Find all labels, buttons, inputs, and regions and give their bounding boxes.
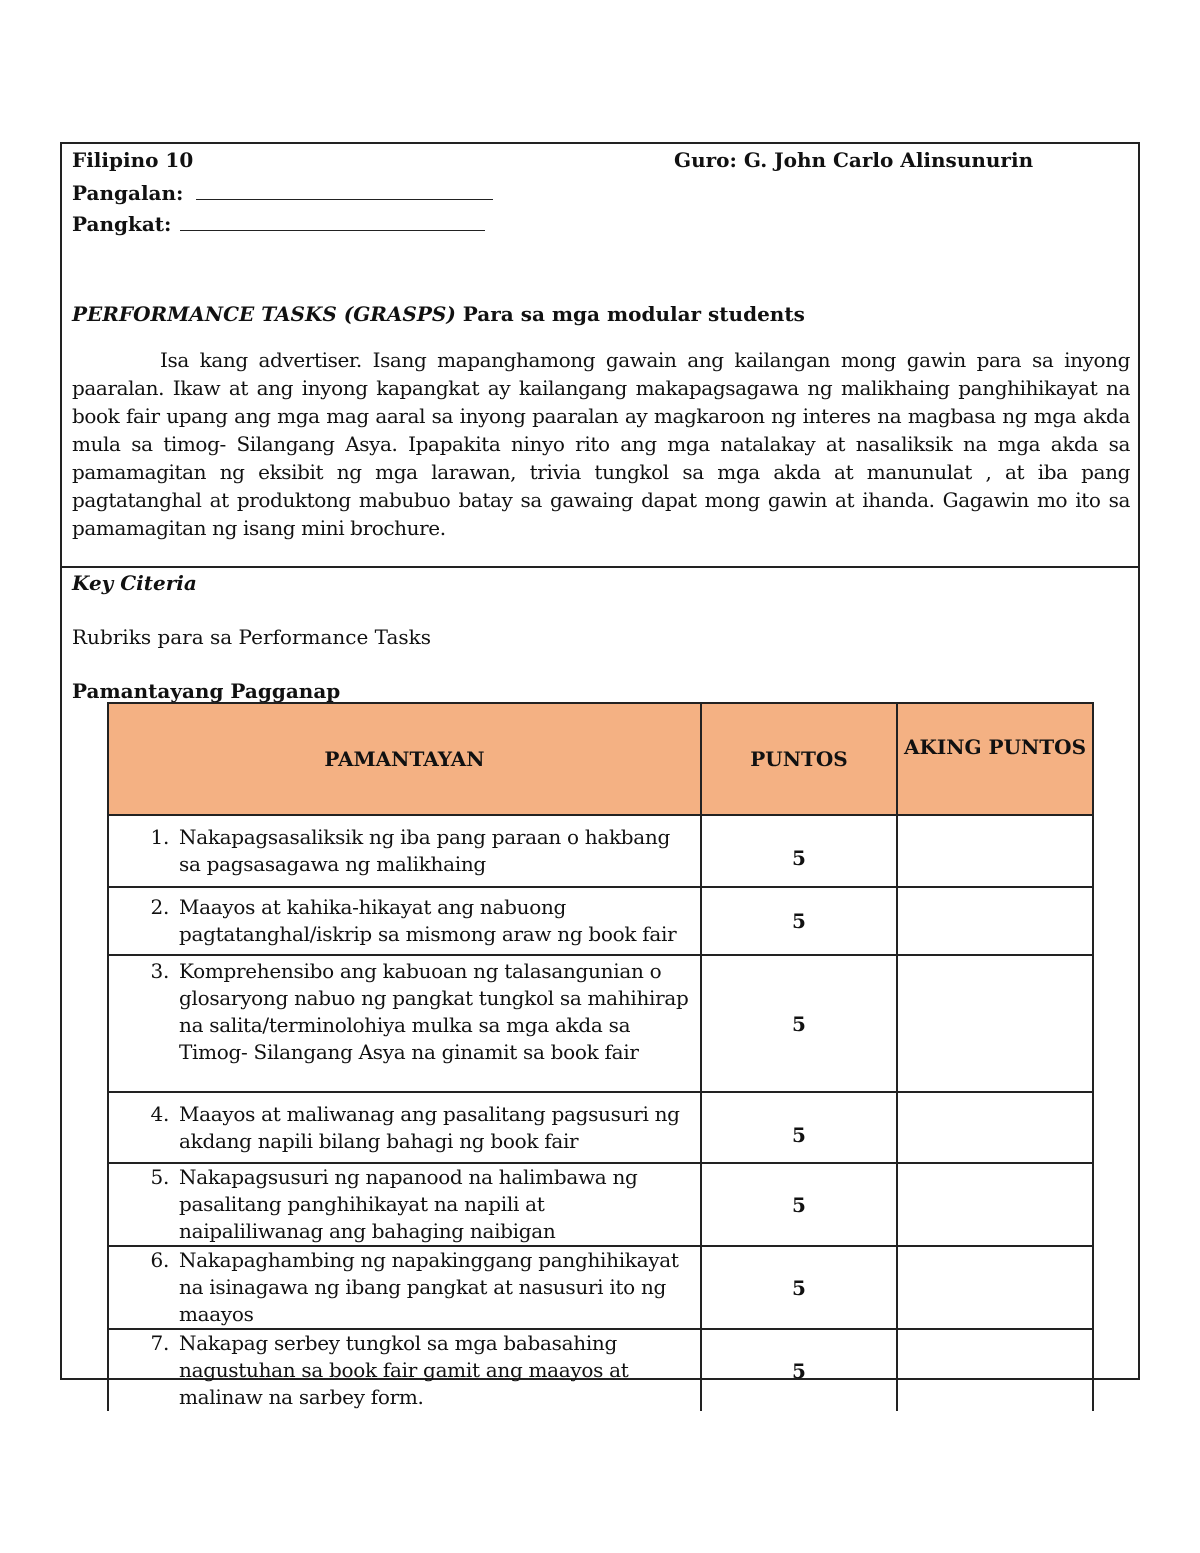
rubric-label: Rubriks para sa Performance Tasks: [72, 625, 432, 649]
criterion-number: 2.: [150, 895, 169, 919]
task-title-italic: PERFORMANCE TASKS (GRASPS): [72, 302, 456, 326]
criterion-text: Komprehensibo ang kabuoan ng talasangunian o glosaryong nabuo ng pangkat tungkol sa mahihirap na salita/terminolohiya mulka sa mga akda sa Timog- Silangang Asya na ginamit sa book fair: [179, 959, 689, 1064]
my-points-cell[interactable]: [897, 955, 1093, 1092]
name-blank[interactable]: [196, 179, 493, 200]
group-row: [72, 210, 485, 237]
criterion-number: 6.: [150, 1248, 169, 1272]
criterion-text: Maayos at maliwanag ang pasalitang pagsusuri ng akdang napili bilang bahagi ng book fair: [179, 1101, 680, 1153]
header-puntos: PUNTOS: [701, 703, 897, 815]
criterion-points: 5: [701, 887, 897, 955]
criterion-text: Nakapaghambing ng napakinggang panghihikayat na isinagawa ng ibang pangkat at nasusuri ito ng maayos: [179, 1248, 679, 1326]
criterion-points: 5: [701, 1092, 897, 1163]
table-row: [108, 1163, 1093, 1246]
my-points-cell[interactable]: [897, 1329, 1093, 1411]
criterion-text: Nakapagsusuri ng napanood na halimbawa ng pasalitang panghihikayat na napili at naipaliliwanag ang bahaging naibigan: [179, 1165, 638, 1243]
group-blank[interactable]: [180, 210, 485, 231]
criterion-text: Nakapag serbey tungkol sa mga babasahing nagustuhan sa book fair gamit ang maayos at malinaw na sarbey form.: [179, 1331, 629, 1409]
task-title: [72, 301, 805, 327]
header-pamantayan: PAMANTAYAN: [108, 703, 701, 815]
subject-label: Filipino 10: [72, 148, 194, 172]
criterion-number: 4.: [150, 1101, 169, 1126]
my-points-cell[interactable]: [897, 887, 1093, 955]
task-paragraph: Isa kang advertiser. Isang mapanghamong gawain ang kailangan mong gawin para sa inyong paaralan. Ikaw at ang inyong kapangkat ay kailangang makapagsagawa ng malikhaing panghihikayat na book fair upang ang mga mag aaral sa inyong paaralan ay magkaroon ng interes na magbasa ng mga akda mula sa timog- Silangang Asya. Ipapakita ninyo rito ang mga natalakay at nasaliksik na mga akda sa pamamagitan ng eksibit ng mga larawan, trivia tungkol sa mga akda at manunulat , at iba pang pagtatanghal at produktong mabubuo batay sa gawaing dapat mong gawin at ihanda. Gagawin mo ito sa pamamagitan ng isang mini brochure.: [72, 348, 1130, 540]
teacher-label: Guro: G. John Carlo Alinsunurin: [674, 148, 1034, 172]
criterion-text: Nakapagsasaliksik ng iba pang paraan o hakbang sa pagsasagawa ng malikhaing: [179, 825, 671, 876]
key-criteria-label: Key Citeria: [72, 571, 197, 595]
worksheet-frame: [60, 142, 1140, 1409]
table-row: [108, 815, 1093, 887]
criterion-points: 5: [701, 955, 897, 1092]
my-points-cell[interactable]: [897, 1246, 1093, 1329]
rubric-table: [107, 702, 1094, 1411]
name-row: [72, 179, 493, 206]
criterion-points: 5: [701, 815, 897, 887]
table-row: [108, 1329, 1093, 1411]
criterion-points: 5: [701, 1329, 897, 1411]
table-row: [108, 955, 1093, 1092]
criterion-points: 5: [701, 1246, 897, 1329]
table-row: [108, 1092, 1093, 1163]
rubric-header-row: [108, 703, 1093, 815]
section-divider: [62, 566, 1138, 568]
name-label: Pangalan:: [72, 181, 184, 205]
task-title-rest: Para sa mga modular students: [455, 302, 805, 326]
my-points-cell[interactable]: [897, 815, 1093, 887]
table-row: [108, 887, 1093, 955]
my-points-cell[interactable]: [897, 1092, 1093, 1163]
standard-label: Pamantayang Pagganap: [72, 679, 341, 703]
table-row: [108, 1246, 1093, 1329]
criterion-number: 7.: [150, 1331, 169, 1355]
header-aking-puntos: AKING PUNTOS: [897, 703, 1093, 815]
criterion-number: 3.: [150, 959, 169, 983]
criterion-text: Maayos at kahika-hikayat ang nabuong pagtatanghal/iskrip sa mismong araw ng book fair: [179, 895, 677, 946]
my-points-cell[interactable]: [897, 1163, 1093, 1246]
group-label: Pangkat:: [72, 212, 172, 236]
criterion-number: 1.: [150, 825, 169, 849]
criterion-points: 5: [701, 1163, 897, 1246]
criterion-number: 5.: [150, 1165, 169, 1189]
